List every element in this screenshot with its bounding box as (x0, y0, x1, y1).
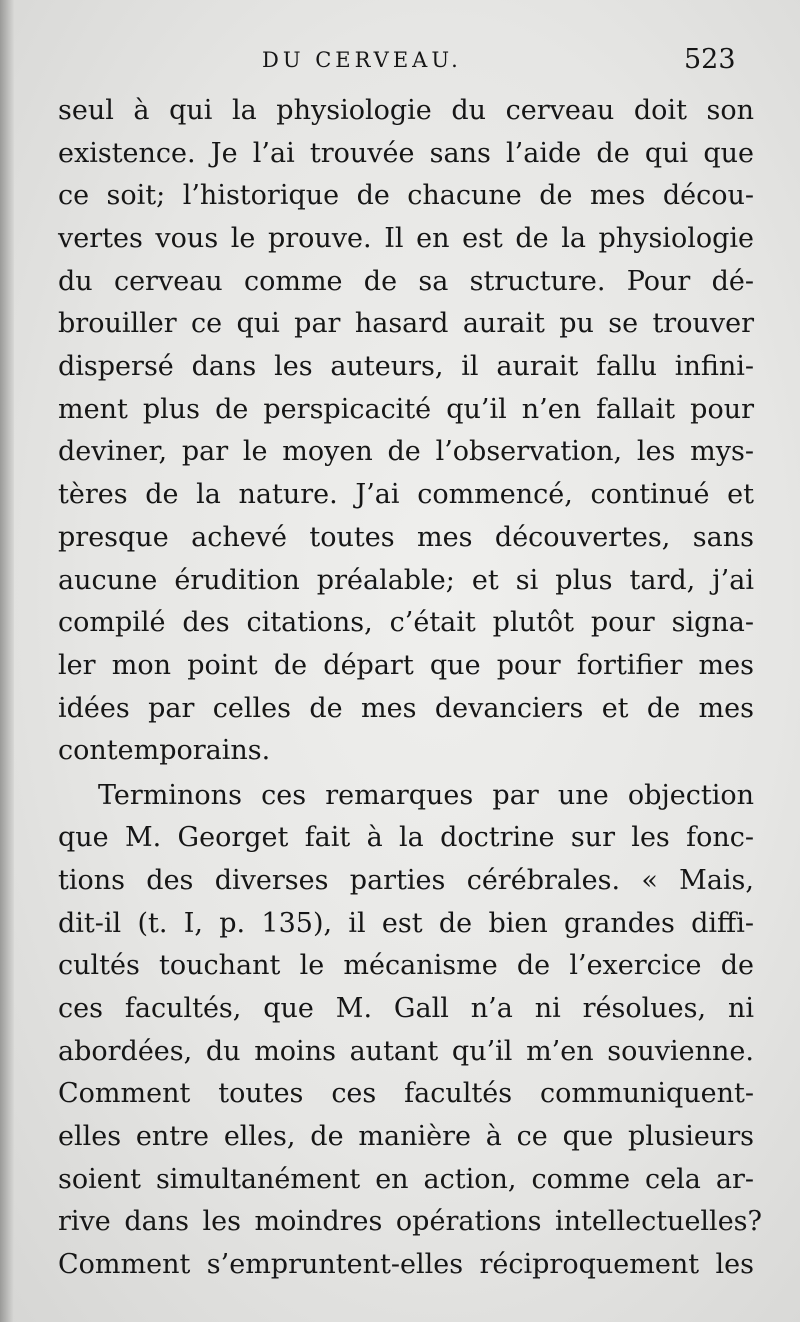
text-line: soient simultanément en action, comme cela ar- (58, 1164, 754, 1195)
text-line: cultés touchant le mécanisme de l’exercice de (58, 950, 754, 981)
text-line: ces facultés, que M. Gall n’a ni résolues, ni (58, 993, 754, 1024)
text-line: compilé des citations, c’était plutôt pour signa- (58, 607, 754, 638)
page-edge-shadow (0, 0, 14, 1322)
text-line: ler mon point de départ que pour fortifier mes (58, 650, 754, 681)
text-line: seul à qui la physiologie du cerveau doit son (58, 95, 754, 126)
text-line: existence. Je l’ai trouvée sans l’aide de qui que (58, 138, 754, 169)
text-line: elles entre elles, de manière à ce que plusieurs (58, 1121, 754, 1152)
text-line: tions des diverses parties cérébrales. « Mais, (58, 865, 754, 896)
text-line: que M. Georget fait à la doctrine sur les fonc- (58, 822, 754, 853)
text-line: dispersé dans les auteurs, il aurait fallu infini- (58, 351, 754, 382)
paragraph-first-line: Terminons ces remarques par une objection (98, 780, 754, 811)
text-line: deviner, par le moyen de l’observation, les mys- (58, 436, 754, 467)
text-line: Comment s’empruntent-elles réciproquement les (58, 1249, 754, 1280)
text-line: rive dans les moindres opérations intellectuelles? (58, 1206, 762, 1237)
text-line: presque achevé toutes mes découvertes, sans (58, 522, 754, 553)
text-line: tères de la nature. J’ai commencé, continué et (58, 479, 754, 510)
page-number: 523 (684, 44, 736, 75)
text-line: abordées, du moins autant qu’il m’en souvienne. (58, 1036, 754, 1067)
text-line: Comment toutes ces facultés communiquent- (58, 1078, 754, 1109)
text-line: du cerveau comme de sa structure. Pour dé- (58, 266, 754, 297)
text-line: dit-il (t. I, p. 135), il est de bien grandes diffi- (58, 908, 754, 939)
running-head (0, 44, 800, 84)
text-line: idées par celles de mes devanciers et de mes (58, 693, 754, 724)
text-line: vertes vous le prouve. Il en est de la physiologie (58, 223, 754, 254)
text-line: ment plus de perspicacité qu’il n’en fallait pour (58, 394, 754, 425)
text-line: aucune érudition préalable; et si plus tard, j’ai (58, 565, 754, 596)
text-line: ce soit; l’historique de chacune de mes décou- (58, 180, 754, 211)
text-line: contemporains. (58, 735, 271, 766)
running-title: DU CERVEAU. (262, 48, 462, 72)
text-line: brouiller ce qui par hasard aurait pu se trouver (58, 308, 754, 339)
